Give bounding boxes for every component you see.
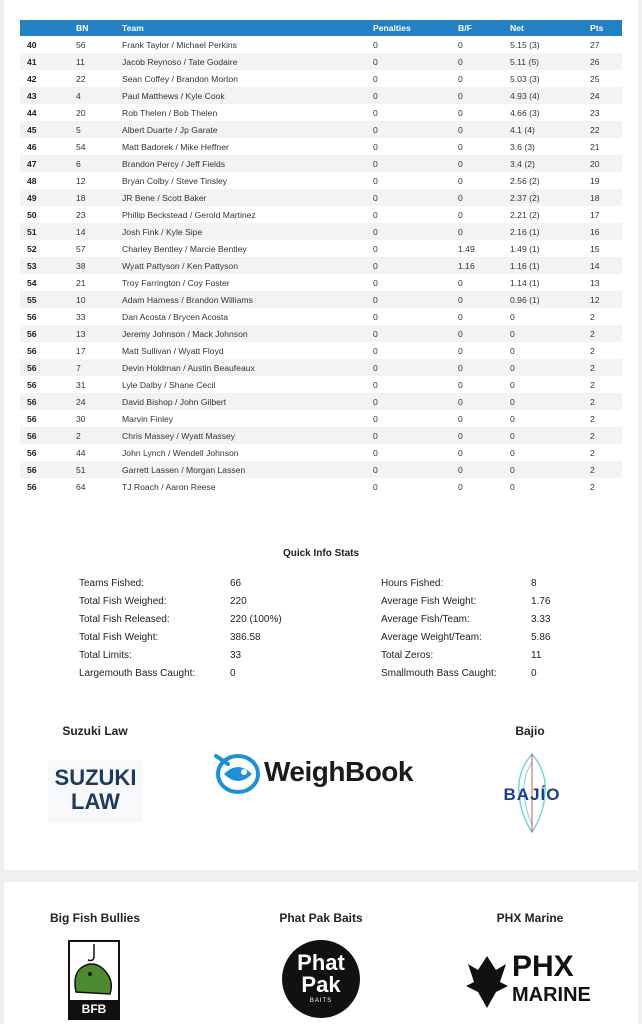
table-row[interactable] xyxy=(20,478,622,495)
cell-penalties: 0 xyxy=(373,481,378,492)
cell-pts: 24 xyxy=(590,87,622,104)
cell-bf: 0 xyxy=(458,461,510,478)
cell-place: 43 xyxy=(20,87,76,104)
cell-bf: 0 xyxy=(458,141,463,152)
table-row[interactable] xyxy=(20,240,622,257)
phx-bird-icon xyxy=(464,952,510,1010)
cell-bn: 11 xyxy=(76,53,122,70)
cell-net: 0 xyxy=(510,427,590,444)
col-place xyxy=(20,20,76,36)
col-net[interactable]: Net xyxy=(510,20,590,36)
cell-bf: 0 xyxy=(458,155,510,172)
cell-net: 0 xyxy=(510,359,590,376)
stat-value: 386.58 xyxy=(230,632,261,643)
table-row[interactable] xyxy=(20,376,622,393)
cell-place: 48 xyxy=(27,175,37,186)
stat-label: Teams Fished: xyxy=(79,578,145,589)
cell-pts: 16 xyxy=(590,223,622,240)
cell-team: Lyle Dalby / Shane Cecil xyxy=(122,379,216,390)
cell-place: 53 xyxy=(20,257,76,274)
cell-bn: 4 xyxy=(76,87,122,104)
sponsor-phx-name: PHX Marine xyxy=(496,911,564,925)
cell-place: 56 xyxy=(27,311,37,322)
cell-pts: 2 xyxy=(590,393,622,410)
cell-bf: 0 xyxy=(458,311,463,322)
table-row[interactable] xyxy=(20,206,622,223)
cell-team: Albert Duarte / Jp Garate xyxy=(122,121,373,138)
cell-pts: 2 xyxy=(590,461,622,478)
cell-pts: 15 xyxy=(590,243,600,254)
cell-net: 0 xyxy=(510,481,515,492)
cell-net: 1.16 (1) xyxy=(510,257,590,274)
cell-bn: 18 xyxy=(76,189,122,206)
stat-label: Total Fish Weighed: xyxy=(79,596,167,607)
cell-bn: 6 xyxy=(76,155,122,172)
cell-bf: 0 xyxy=(458,345,463,356)
cell-penalties: 0 xyxy=(373,413,378,424)
cell-penalties: 0 xyxy=(373,359,458,376)
table-row[interactable] xyxy=(20,359,622,376)
cell-bn: 20 xyxy=(76,107,86,118)
stat-label: Smallmouth Bass Caught: xyxy=(381,668,497,679)
cell-bn: 23 xyxy=(76,209,86,220)
stat-label: Largemouth Bass Caught: xyxy=(79,668,196,679)
cell-bn: 30 xyxy=(76,413,86,424)
cell-net: 3.6 (3) xyxy=(510,141,535,152)
bajio-logo[interactable] xyxy=(487,752,577,834)
cell-net: 0 xyxy=(510,447,515,458)
cell-bn: 2 xyxy=(76,427,122,444)
cell-pts: 27 xyxy=(590,39,600,50)
table-row[interactable] xyxy=(20,325,622,342)
cell-penalties: 0 xyxy=(373,121,458,138)
cell-place: 56 xyxy=(27,379,37,390)
cell-penalties: 0 xyxy=(373,427,458,444)
cell-penalties: 0 xyxy=(373,87,458,104)
cell-penalties: 0 xyxy=(373,39,378,50)
cell-bf: 0 xyxy=(458,359,510,376)
cell-place: 51 xyxy=(20,223,76,240)
cell-penalties: 0 xyxy=(373,141,378,152)
cell-bf: 1.49 xyxy=(458,243,475,254)
table-row[interactable] xyxy=(20,291,622,308)
cell-penalties: 0 xyxy=(373,209,378,220)
sponsor-bajio-name: Bajio xyxy=(515,724,545,738)
cell-team: John Lynch / Wendell Johnson xyxy=(122,447,239,458)
stat-value: 1.76 xyxy=(531,596,551,607)
cell-net: 0 xyxy=(510,461,590,478)
suzuki-logo-line2: LAW xyxy=(71,789,120,814)
cell-penalties: 0 xyxy=(373,277,378,288)
cell-pts: 23 xyxy=(590,107,600,118)
cell-bf: 0 xyxy=(458,223,510,240)
phatpak-logo-line3: BAITS xyxy=(309,998,333,1004)
cell-net: 1.49 (1) xyxy=(510,243,540,254)
stat-label: Average Fish Weight: xyxy=(381,596,477,607)
cell-team: Sean Coffey / Brandon Morton xyxy=(122,73,238,84)
cell-bn: 24 xyxy=(76,393,122,410)
sponsor-phatpak-name: Phat Pak Baits xyxy=(279,911,363,925)
table-row[interactable] xyxy=(20,70,622,87)
cell-pts: 25 xyxy=(590,73,600,84)
cell-bf: 0 xyxy=(458,413,463,424)
cell-pts: 21 xyxy=(590,141,600,152)
cell-place: 42 xyxy=(27,73,37,84)
cell-pts: 2 xyxy=(590,413,595,424)
table-row[interactable] xyxy=(20,87,622,104)
table-row[interactable] xyxy=(20,444,622,461)
stat-label: Total Fish Weight: xyxy=(79,632,159,643)
stat-value: 0 xyxy=(531,668,537,679)
cell-pts: 19 xyxy=(590,175,600,186)
cell-bn: 21 xyxy=(76,277,86,288)
table-row[interactable] xyxy=(20,189,622,206)
table-row[interactable] xyxy=(20,461,622,478)
cell-net: 5.03 (3) xyxy=(510,73,540,84)
cell-penalties: 0 xyxy=(373,155,458,172)
stat-value: 5.86 xyxy=(531,632,551,643)
cell-bn: 54 xyxy=(76,141,86,152)
cell-net: 2.37 (2) xyxy=(510,189,590,206)
cell-penalties: 0 xyxy=(373,175,378,186)
cell-team: Phillip Beckstead / Gerold Martinez xyxy=(122,209,256,220)
cell-team: Chris Massey / Wyatt Massey xyxy=(122,427,373,444)
quick-info-title: Quick Info Stats xyxy=(282,548,360,559)
cell-place: 46 xyxy=(27,141,37,152)
bfb-fish-icon xyxy=(70,942,118,1000)
cell-net: 0 xyxy=(510,345,515,356)
sponsor-bfb-name: Big Fish Bullies xyxy=(49,911,140,925)
cell-bn: 13 xyxy=(76,325,122,342)
cell-place: 56 xyxy=(20,393,76,410)
cell-place: 56 xyxy=(27,447,37,458)
table-header-row xyxy=(20,20,622,36)
col-bn[interactable]: BN xyxy=(76,20,122,36)
cell-bf: 0 xyxy=(458,277,463,288)
cell-penalties: 0 xyxy=(373,461,458,478)
stat-label: Average Fish/Team: xyxy=(381,614,470,625)
cell-bf: 0 xyxy=(458,325,510,342)
stat-label: Hours Fished: xyxy=(381,578,444,589)
cell-net: 5.11 (5) xyxy=(510,53,590,70)
cell-place: 44 xyxy=(27,107,37,118)
bfb-wordmark: BFB xyxy=(70,1000,118,1018)
cell-bn: 38 xyxy=(76,257,122,274)
cell-bn: 10 xyxy=(76,291,122,308)
stat-value: 8 xyxy=(531,578,537,589)
table-row[interactable] xyxy=(20,257,622,274)
cell-bn: 57 xyxy=(76,243,86,254)
col-pts[interactable]: Pts xyxy=(590,20,622,36)
cell-team: Charley Bentley / Marcie Bentley xyxy=(122,243,247,254)
cell-pts: 2 xyxy=(590,325,622,342)
cell-net: 0.96 (1) xyxy=(510,291,590,308)
cell-place: 56 xyxy=(20,427,76,444)
cell-pts: 2 xyxy=(590,311,595,322)
cell-penalties: 0 xyxy=(373,243,378,254)
cell-net: 0 xyxy=(510,311,515,322)
cell-penalties: 0 xyxy=(373,447,378,458)
cell-place: 56 xyxy=(27,345,37,356)
cell-pts: 12 xyxy=(590,291,622,308)
suzuki-logo-line1: SUZUKI xyxy=(54,765,137,790)
col-team[interactable]: Team xyxy=(122,20,373,36)
table-row[interactable] xyxy=(20,104,622,121)
cell-team: Josh Fink / Kyle Sipe xyxy=(122,223,373,240)
cell-bn: 22 xyxy=(76,73,86,84)
cell-net: 1.14 (1) xyxy=(510,277,540,288)
stat-label: Total Fish Released: xyxy=(79,614,170,625)
cell-team: Adam Harness / Brandon Williams xyxy=(122,291,373,308)
cell-place: 56 xyxy=(20,359,76,376)
cell-bn: 33 xyxy=(76,311,86,322)
cell-penalties: 0 xyxy=(373,393,458,410)
cell-net: 2.56 (2) xyxy=(510,175,540,186)
cell-team: Bryan Colby / Steve Tinsley xyxy=(122,175,228,186)
cell-penalties: 0 xyxy=(373,311,378,322)
cell-net: 0 xyxy=(510,393,590,410)
cell-pts: 2 xyxy=(590,359,622,376)
cell-pts: 18 xyxy=(590,189,622,206)
weighbook-wordmark: WeighBook xyxy=(264,756,413,787)
table-row[interactable] xyxy=(20,427,622,444)
cell-net: 4.66 (3) xyxy=(510,107,540,118)
suzuki-law-logo[interactable] xyxy=(48,760,143,822)
cell-bn: 56 xyxy=(76,39,86,50)
cell-bf: 0 xyxy=(458,121,510,138)
cell-bn: 44 xyxy=(76,447,86,458)
stat-label: Total Limits: xyxy=(79,650,132,661)
cell-place: 56 xyxy=(27,413,37,424)
cell-pts: 26 xyxy=(590,53,622,70)
cell-bf: 0 xyxy=(458,291,510,308)
cell-bf: 0 xyxy=(458,73,463,84)
cell-pts: 2 xyxy=(590,345,595,356)
cell-pts: 22 xyxy=(590,121,622,138)
cell-net: 0 xyxy=(510,379,515,390)
cell-penalties: 0 xyxy=(373,325,458,342)
table-row[interactable] xyxy=(20,172,622,189)
cell-bn: 17 xyxy=(76,345,86,356)
cell-place: 52 xyxy=(27,243,37,254)
table-row[interactable] xyxy=(20,274,622,291)
cell-penalties: 0 xyxy=(373,257,458,274)
stat-label: Average Weight/Team: xyxy=(381,632,482,643)
weighbook-fish-icon xyxy=(214,750,262,798)
cell-team: Paul Matthews / Kyle Cook xyxy=(122,87,373,104)
cell-team: Frank Taylor / Michael Perkins xyxy=(122,39,237,50)
cell-net: 4.93 (4) xyxy=(510,87,590,104)
cell-penalties: 0 xyxy=(373,379,378,390)
cell-bf: 0 xyxy=(458,53,510,70)
phx-logo-line2: MARINE xyxy=(512,984,591,1006)
cell-team: Rob Thelen / Bob Thelen xyxy=(122,107,218,118)
cell-place: 55 xyxy=(20,291,76,308)
cell-place: 56 xyxy=(20,461,76,478)
cell-bn: 51 xyxy=(76,461,122,478)
cell-pts: 2 xyxy=(590,379,595,390)
stat-value: 220 xyxy=(230,596,247,607)
cell-bf: 1.16 xyxy=(458,257,510,274)
phx-marine-logo[interactable] xyxy=(464,952,604,1010)
cell-team: Jacob Reynoso / Tate Godaire xyxy=(122,53,373,70)
stat-value: 0 xyxy=(230,668,236,679)
stat-value: 220 (100%) xyxy=(230,614,282,625)
cell-place: 54 xyxy=(27,277,37,288)
cell-team: Dan Acosta / Brycen Acosta xyxy=(122,311,229,322)
cell-pts: 2 xyxy=(590,447,595,458)
cell-pts: 14 xyxy=(590,257,622,274)
bajio-wordmark: BAJÍO xyxy=(503,785,561,804)
cell-bf: 0 xyxy=(458,107,463,118)
table-row[interactable] xyxy=(20,53,622,70)
cell-bf: 0 xyxy=(458,379,463,390)
cell-pts: 20 xyxy=(590,155,622,172)
bfb-logo[interactable] xyxy=(68,940,120,1020)
cell-place: 56 xyxy=(27,481,37,492)
cell-place: 49 xyxy=(20,189,76,206)
cell-bn: 12 xyxy=(76,175,86,186)
cell-net: 3.4 (2) xyxy=(510,155,590,172)
phatpak-logo-line1: Phat xyxy=(297,950,345,975)
phx-logo-line1: PHX xyxy=(512,950,574,983)
cell-team: Jeremy Johnson / Mack Johnson xyxy=(122,325,373,342)
stat-value: 66 xyxy=(230,578,242,589)
cell-team: Wyatt Pattyson / Ken Pattyson xyxy=(122,257,373,274)
cell-bn: 64 xyxy=(76,481,86,492)
cell-net: 5.15 (3) xyxy=(510,39,540,50)
cell-penalties: 0 xyxy=(373,53,458,70)
cell-pts: 13 xyxy=(590,277,600,288)
cell-team: Matt Sullivan / Wyatt Floyd xyxy=(122,345,224,356)
cell-bn: 7 xyxy=(76,359,122,376)
cell-net: 4.1 (4) xyxy=(510,121,590,138)
cell-bf: 0 xyxy=(458,209,463,220)
table-row[interactable] xyxy=(20,223,622,240)
cell-pts: 2 xyxy=(590,481,595,492)
cell-net: 0 xyxy=(510,325,590,342)
col-penalties[interactable]: Penalties xyxy=(373,20,458,36)
cell-penalties: 0 xyxy=(373,189,458,206)
cell-team: Garrett Lassen / Morgan Lassen xyxy=(122,461,373,478)
cell-team: JR Bene / Scott Baker xyxy=(122,189,373,206)
phatpak-logo-line2: Pak xyxy=(301,972,341,997)
cell-place: 50 xyxy=(27,209,37,220)
stat-value: 33 xyxy=(230,650,242,661)
weighbook-logo[interactable] xyxy=(214,748,429,800)
cell-net: 2.16 (1) xyxy=(510,223,590,240)
cell-place: 47 xyxy=(20,155,76,172)
cell-place: 56 xyxy=(20,325,76,342)
table-row[interactable] xyxy=(20,308,622,325)
cell-team: Troy Farrington / Coy Foster xyxy=(122,277,230,288)
cell-place: 41 xyxy=(20,53,76,70)
table-row[interactable] xyxy=(20,121,622,138)
cell-bf: 0 xyxy=(458,393,510,410)
table-row[interactable] xyxy=(20,342,622,359)
table-row[interactable] xyxy=(20,155,622,172)
cell-place: 45 xyxy=(20,121,76,138)
cell-penalties: 0 xyxy=(373,345,378,356)
cell-bf: 0 xyxy=(458,481,463,492)
cell-pts: 2 xyxy=(590,427,622,444)
cell-penalties: 0 xyxy=(373,107,378,118)
cell-bf: 0 xyxy=(458,87,510,104)
cell-penalties: 0 xyxy=(373,223,458,240)
cell-penalties: 0 xyxy=(373,291,458,308)
cell-net: 2.21 (2) xyxy=(510,209,540,220)
cell-bf: 0 xyxy=(458,189,510,206)
col-bf[interactable]: B/F xyxy=(458,20,510,36)
cell-place: 40 xyxy=(27,39,37,50)
table-row[interactable] xyxy=(20,410,622,427)
table-row[interactable] xyxy=(20,36,622,53)
stat-label: Total Zeros: xyxy=(381,650,434,661)
table-row[interactable] xyxy=(20,393,622,410)
phatpak-logo[interactable] xyxy=(282,940,360,1018)
cell-bn: 31 xyxy=(76,379,86,390)
cell-team: Brandon Percy / Jeff Fields xyxy=(122,155,373,172)
cell-team: David Bishop / John Gilbert xyxy=(122,393,373,410)
cell-bf: 0 xyxy=(458,427,510,444)
cell-team: Matt Badorek / Mike Heffner xyxy=(122,141,229,152)
results-table xyxy=(20,20,622,495)
cell-team: TJ Roach / Aaron Reese xyxy=(122,481,216,492)
cell-pts: 17 xyxy=(590,209,600,220)
stat-value: 11 xyxy=(531,650,542,661)
sponsor-suzuki-name: Suzuki Law xyxy=(62,724,128,738)
cell-team: Marvin Finley xyxy=(122,413,174,424)
table-row[interactable] xyxy=(20,138,622,155)
cell-bf: 0 xyxy=(458,175,463,186)
cell-bf: 0 xyxy=(458,447,463,458)
stat-value: 3.33 xyxy=(531,614,551,625)
cell-net: 0 xyxy=(510,413,515,424)
cell-bn: 14 xyxy=(76,223,122,240)
cell-bn: 5 xyxy=(76,121,122,138)
cell-team: Devin Holdman / Austin Beaufeaux xyxy=(122,359,373,376)
cell-bf: 0 xyxy=(458,39,463,50)
cell-penalties: 0 xyxy=(373,73,378,84)
